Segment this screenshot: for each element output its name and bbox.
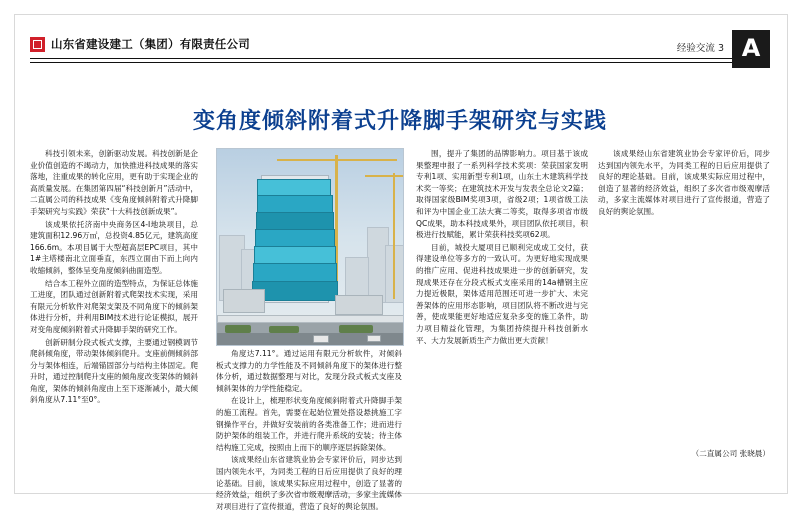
paragraph: 目前，城投大厦项目已顺利完成成工交付，获得建设单位等多方的一致认可。为更好地实现成果的推广应用、促进科技成果进一步的创新研究，发现成果还存在分段式板式支座采用的14a槽钢主应力提近极限，架体适用范围还可进一步扩大、未完善架体的应用形态影响，项目团队将不断改进与完善，使成果能更好地适应复杂多变的施工条件，助力项目精益化管理，为集团持续提升科技创新水平、大力发展新质生产力做出更大贡献！	[416, 242, 588, 345]
masthead-rule-thin	[30, 62, 770, 63]
corner-logo	[732, 30, 770, 68]
article-body	[30, 148, 770, 511]
column-middle-lower	[216, 348, 402, 513]
masthead	[30, 36, 770, 70]
photo-greenery	[269, 326, 299, 333]
paragraph: 创新研制分段式板式支撑，主要通过钢模调节爬斜倾角度，带动架体倾斜爬升。支座前侧倾斜部分与架体相连，后端锚固部分与结构主体固定。爬升时，通过控制爬升支座的倾角度改变架体的倾斜角度，架体的倾斜角度由上至下逐渐减小，最大倾斜角度从7.11°至0°。	[30, 337, 198, 405]
paragraph: 该成果经山东省建筑业协会专家评价后，同步达到国内领先水平，为同类工程的日后应用提供了良好的理论基础。目前，该成果实际应用过程中，创造了显著的经济效益，组织了多次省市级观摩活动，多家主流媒体对项目进行了宣传报道，营造了良好的舆论氛围。	[598, 149, 770, 216]
paragraph: 在设计上，梳理形状变角度倾斜附着式升降脚手架的施工流程。首先，需要在起始位置处搭设悬挑施工字钢操作平台，并做好安装前的各类准备工作；进而进行防护架体的组装工作，并进行爬升系统的安装；待主体结构施工完成，按照由上而下的顺序逐层拆除架体。	[216, 396, 402, 452]
section-label: 经验交流 3	[676, 43, 724, 54]
page-title: 变角度倾斜附着式升降脚手架研究与实践	[192, 109, 607, 134]
paragraph: 该成果经山东省建筑业协会专家评价后，同步达到国内领先水平，为同类工程的日后应用提供了良好的理论基础。目前，该成果实际应用过程中，创造了显著的经济效益，组织了多次省市级观摩活动，多家主流媒体对项目进行了宣传报道，营造了良好的舆论氛围。	[216, 455, 402, 511]
construction-site-photo	[216, 148, 404, 346]
photo-site-fence	[217, 315, 404, 323]
company-branding	[30, 36, 250, 52]
paragraph: 角度达7.11°。通过运用有限元分析软件，对倾斜板式支撑力的力学性能及不同倾斜角度下的架体进行整体分析，通过数据整理与对比，发现分段式板式支座及倾斜架体的力学性能稳定。	[216, 349, 402, 393]
column-third	[416, 148, 588, 347]
paragraph: 该成果依托济南中央商务区4-I地块项目，总建筑面积12.96万㎡，总投资4.85亿元，建筑高度166.6m。本项目属于大型超高层EPC项目，其中1#主塔楼南北立面垂直，东西立面由下而上向内收缩倾斜，整体呈变角度倾斜曲面造型。	[30, 219, 198, 275]
photo-greenery	[225, 325, 251, 333]
photo-podium	[335, 295, 383, 315]
company-logo-icon	[30, 37, 45, 52]
photo-crane-jib	[365, 175, 403, 177]
column-left	[30, 148, 198, 407]
photo-podium	[223, 289, 265, 313]
photo-vehicle	[313, 335, 329, 343]
photo-crane-mast	[393, 173, 395, 299]
byline: （二直属公司 张晓晨）	[691, 449, 770, 458]
corner-logo-glyph: A	[741, 34, 761, 62]
masthead-rule-thick	[30, 58, 770, 59]
column-right	[598, 148, 770, 219]
company-name: 山东省建设建工（集团）有限责任公司	[51, 37, 250, 51]
paragraph: 科技引领未来，创新驱动发展。科技创新是企业价值创造的不竭动力，加快推进科技成果的落实落地，注重成果的转化应用，更有助于实现企业的高质量发展。在集团第四届“科技创新月”活动中，二直属公司的科技成果《变角度倾斜附着式升降脚手架研究与实践》荣获“十大科技创新成果”。	[30, 149, 198, 216]
photo-vehicle	[367, 335, 381, 342]
paragraph: 结合本工程外立面的造型特点，为保证总体施工进度，团队通过创新附着式爬架技术实现，采用有限元分析软件对爬架支架及不同角度下的倾斜架体进行分析，并利用BIM技术进行论证模拟，展开对变角度倾斜附着式升降脚手架的研究工作。	[30, 278, 198, 334]
photo-scaffold-panel	[253, 263, 337, 283]
paragraph: 围，提升了集团的品牌影响力。项目基于该成果整理申报了一系列科学技术奖项：荣获国家发明专利1项、实用新型专利1项，山东土木建筑科学技术奖一等奖；在建筑技术开发与发表全总论文2篇；取得国家级BIM奖项3项，省级2项；1项省级工法和评为中国企业工法大赛二等奖，取得多项省市级QC成果，助本科技成果外，项目团队依托项目，积极进行技赋能，累计荣获科技奖项62项。	[416, 149, 588, 240]
photo-crane-jib	[277, 159, 397, 161]
photo-greenery	[339, 325, 373, 333]
